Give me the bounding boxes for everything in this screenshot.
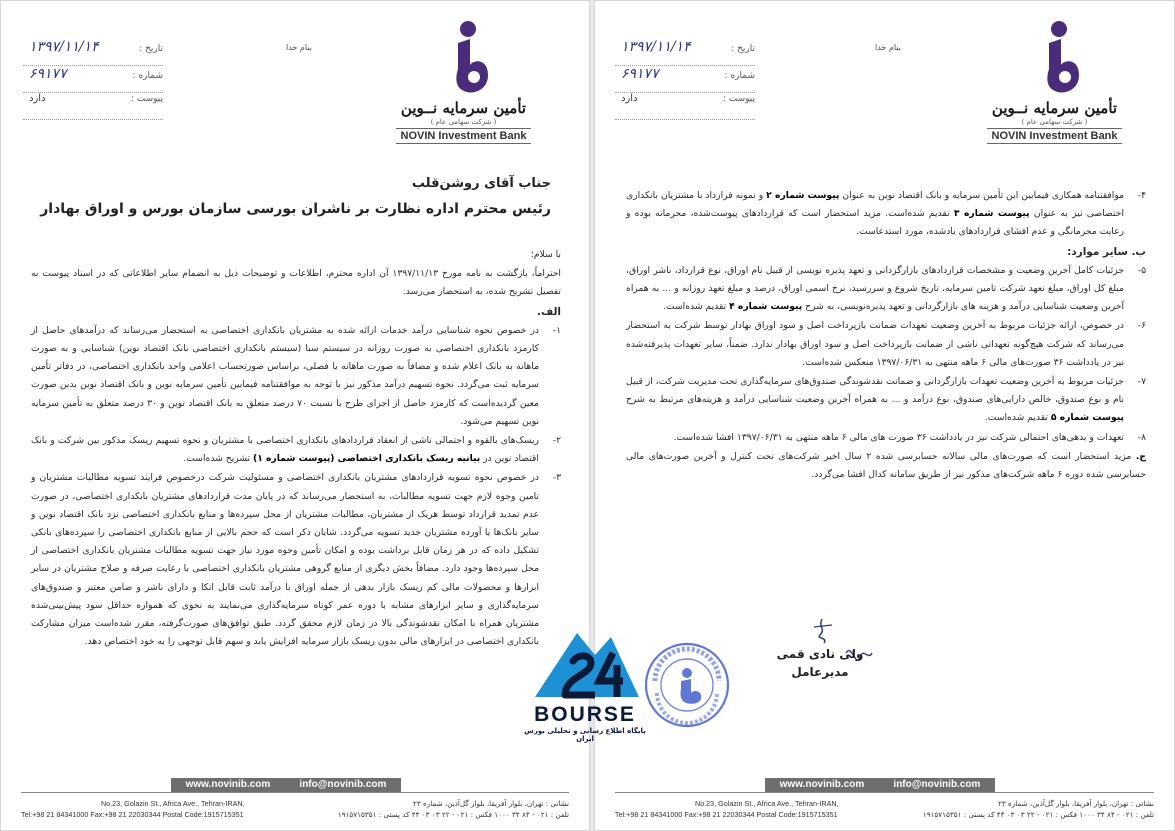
- letter-meta: [615, 39, 755, 120]
- item-text: موافقتنامه همکاری فیمابین این تأمین سرمایه و بانک اقتصاد نوین به عنوان: [842, 190, 1124, 201]
- website-link[interactable]: www.novinib.com: [185, 779, 271, 790]
- footer-address: [21, 798, 569, 820]
- item-number: ۴-: [1137, 190, 1146, 201]
- item-bold-reference: پیوست شماره ۳: [953, 208, 1030, 220]
- letter-meta: [23, 39, 163, 120]
- email-link[interactable]: info@novinib.com: [299, 779, 387, 790]
- item-number: ۳-: [552, 472, 561, 484]
- footer-divider: [615, 792, 1154, 793]
- list-item: [31, 322, 561, 431]
- letter-page-2: [594, 0, 1175, 831]
- section-c-heading: ج.: [1135, 450, 1146, 462]
- addressee: [31, 176, 551, 217]
- bourse-watermark: [515, 625, 655, 743]
- letter-body-1: [31, 246, 561, 652]
- item-text: در خصوص نحوه شناسایی درآمد خدمات ارائه شده به مشتریان بانکداری اختصاصی به استحضار می‌رساند که درآمدهای حاصل از کارمزد بانکداری اختصاصی به صورت روزانه در سیستم سبا (سیستم بانکداری اختصاصی بانک اقتصاد نوین) شناسایی و به صورت ماهانه به بانک اعلام شده و مضافاً به صورت ماهانه یا فصلی، براساس صورتحساب اعلامی واحد بانکداری اختصاصی، در دفاتر تأمین سرمایه ثبت می‌گردد. نحوه تسهیم درآمد مذکور نیز با توجه به موافقتنامه فیمابین تأمین سرمایه نوین و بانک اقتصاد نوین بدین صورت معین گردیده‌است که کارمزد حاصل از اجرای طرح با نسبت ۷۰ درصد متعلق به بانک اقتصاد نوین و ۳۰ درصد متعلق به تأمین سرمایه نوین تسهیم می‌شود.: [31, 324, 539, 427]
- address-fa: نشانی : تهران، بلوار آفریقا، بلوار گل‌آذین، شماره ۲۳: [412, 799, 569, 808]
- item-number: ۲-: [552, 435, 561, 447]
- item-bold-reference: پیوست شماره ۵: [1050, 412, 1124, 424]
- logo-mark-icon: [436, 19, 492, 97]
- item-number: ۷-: [1137, 376, 1146, 388]
- item-text: ریسک‌های بالقوه و احتمالی ناشی از انعقاد قراردادهای بانکداری اختصاصی با مشتریان و نحوه تسهیم ریسک مذکور بین شرکت و بانک اقتصاد نوین در: [31, 435, 539, 465]
- signer-name: ولی نادی قمی: [776, 647, 864, 661]
- bourse-logo-icon: [515, 625, 655, 703]
- list-item: [626, 317, 1146, 372]
- item-text: جزئیات مربوط به آخرین وضعیت تعهدات بازارگردانی و ضمانت نقدشوندگی صندوق‌های سرمایه‌گذاری تحت مدیریت شرکت، از قبیل نام و نوع صندوق، خالص دارایی‌های صندوق، نوع درآمد و ... به همراه آخرین وضعیت شناسایی درآمد و هزینه‌های مرتبط به شرح: [626, 376, 1124, 406]
- section-a-heading: الف.: [536, 305, 561, 318]
- besmellah: بنام خدا: [286, 43, 312, 52]
- greeting: با سلام؛: [530, 249, 561, 260]
- item-bold-reference: پیوست شماره ۲: [766, 190, 840, 201]
- attachment-row: [23, 93, 163, 120]
- attachment-value: دارد: [29, 93, 46, 104]
- number-value: ۶۹۱۷۷: [29, 66, 67, 82]
- attachment-row: [615, 93, 755, 120]
- number-label: شماره :: [132, 71, 163, 81]
- signer-title: مدیرعامل: [791, 665, 849, 679]
- company-logo: [987, 19, 1122, 144]
- list-item: [626, 429, 1146, 447]
- attachment-label: پیوست :: [130, 94, 163, 104]
- besmellah: بنام خدا: [875, 43, 901, 52]
- footer-divider: [21, 792, 569, 793]
- date-label: تاریخ :: [139, 44, 163, 54]
- company-seal-icon: [643, 641, 731, 729]
- item-text: در خصوص نحوه تسویه قراردادهای مشتریان بانکداری اختصاصی و مسئولیت شرکت درخصوص فرایند تسویه مطالبات مشتریان و تامین وجوه لازم جهت تسویه مطالبات، به استحضار می‌رساند که در پایان مدت قراردادهای مشتریان بانکداری اختصاصی، در صورت عدم تمدید قرارداد توسط هریک از مشتریان، مطالبات مشتریان از محل سپرده‌ها و منابع بانکداری اختصاصی نزد بانک اقتصاد نوین و سایر بانک‌ها یا آورده مشتریان جدید تسویه می‌گردد. شایان ذکر است که حجم بالایی از منابع بانکداری اختصاصی را سپرده‌های بانکی تشکیل داده که در هر زمان قابل برداشت بوده و امکان تأمین وجوه مورد نیاز جهت تسویه مطالبات مشتریان بانکداری اختصاصی از محل سپرده‌ها وجود دارد. مضافاً بخش دیگری از منابع گروهی مشتریان بانکداری اختصاصی با رعایت صرفه و صلاح مشتریان در سایر ابزارها و محصولات مالی کم ریسک بازار بدهی از جمله اوراق با درآمد ثابت قابل اتکا و دارای ناشر و ضامن معتبر و صندوق‌های سرمایه‌گذاری و سایر ابزارهای مشابه با دوره عمر کوتاه سرمایه‌گذاری می‌نمایند به نحوی که همواره حداقل سود پیش‌بینی‌شده مشتریان همراه با امکان نقدشوندگی بالا در زمان لازم محقق گردد. طبق توافق‌های صورت‌گرفته، مقرر شده‌است میزان مشارکت بانکداری اختصاصی در ابزارهای مالی بدون ریسک بازار سرمایه افزایش یابد و سهم قابل توجهی را به خود اختصاص دهد.: [31, 472, 539, 648]
- phones-en: Tel:+98 21 84341000 Fax:+98 21 22030344 Postal Code:1915715351: [21, 810, 244, 819]
- signature-block: [760, 613, 880, 679]
- list-item: [626, 373, 1146, 428]
- bourse-subtitle: پایگاه اطلاع رسانی و تحلیلی بورس ایران: [524, 727, 646, 743]
- intro-paragraph: احتراماً، بازگشت به نامه مورخ ۱۳۹۷/۱۱/۱۳ آن اداره محترم، اطلاعات و توضیحات ذیل به انضمام سایر اطلاعاتی که در اسناد پیوست به تفصیل تشریح شده، به استحضار می‌رسد.: [31, 268, 561, 298]
- item-bold-reference: بیانیه ریسک بانکداری اختصاصی (پیوست شماره ۱): [253, 453, 481, 465]
- item-text: در خصوص، ارائه جزئیات مربوط به آخرین وضعیت تعهدات ضمانت بازپرداخت اصل و سود اوراق بهادار توسط شرکت به استحضار می‌رساند که شرکت هیچ‌گونه تعهداتی ناشی از ضمانت بازپرداخت اصل و سود اوراق بهادار ندارد. ضمناً، سایر تعهدات پذیرفته‌شده نیز در یادداشت ۳۶ صورت‌های مالی ۶ ماهه منتهی به ۱۳۹۷/۰۶/۳۱ منعکس شده‌است.: [626, 320, 1124, 368]
- phones-en: Tel:+98 21 84341000 Fax:+98 21 22030344 Postal Code:1915715351: [615, 810, 838, 819]
- company-name-fa: تأمین سرمایه نــوین: [400, 99, 527, 117]
- company-seal: [643, 641, 731, 729]
- item-text: تعهدات و بدهی‌های احتمالی شرکت نیز در یادداشت ۳۶ صورت های مالی ۶ ماهه منتهی به ۱۳۹۷/۰۶/۳۱ افشا شده‌است.: [673, 431, 1124, 443]
- letter-footer: [1, 770, 589, 830]
- address-en: No.23, Golazin St., Africa Ave., Tehran-IRAN,: [101, 799, 245, 808]
- footer-contact-bar: [765, 778, 995, 792]
- logo-mark-icon: [1027, 19, 1083, 97]
- attachment-value: دارد: [621, 93, 638, 104]
- section-c-text: مزید استحضار است که صورت‌های مالی سالانه حسابرسی شده ۲ سال اخیر شرکت‌های تحت کنترل و آخرین صورت‌های مالی حسابرسی شده دوره ۶ ماهه شرکت‌های مذکور نیز از طریق سامانه کدال افشا می‌گردد.: [626, 450, 1146, 481]
- item-number: ۵-: [1137, 264, 1146, 276]
- number-row: [615, 66, 755, 93]
- item-bold-reference: پیوست شماره ۴: [729, 301, 803, 313]
- addressee-name: جناب آقای روشن‌قلب: [411, 176, 551, 191]
- addressee-title: رئیس محترم اداره نظارت بر ناشران بورسی سازمان بورس و اوراق بهادار: [40, 201, 551, 217]
- address-fa: نشانی : تهران، بلوار آفریقا، بلوار گل‌آذین، شماره ۲۳: [997, 799, 1154, 808]
- company-logo: [396, 19, 531, 144]
- item-tail: تقدیم شده‌است.: [663, 301, 727, 313]
- item-text: جزئیات کامل آخرین وضعیت و مشخصات قراردادهای بازارگردانی و تعهد پذیره نویسی از قبیل نام اوراق، نوع قرارداد، ناشر اوراق، مبلغ کل اوراق، مبلغ تعهد شرکت تامین سرمایه، تاریخ شروع و سررسید، نرخ اسمی اوراق، درصد و مبلغ تعهد روزانه و ... به همراه آخرین وضعیت شناسایی درآمد و هزینه های بازارگردانی و تعهد پذیره‌نویسی، به شرح: [626, 264, 1124, 313]
- footer-contact-bar: [171, 778, 401, 792]
- item-tail: تشریح شده‌است.: [183, 453, 251, 465]
- company-type: ( شرکت سهامی عام ): [1021, 118, 1088, 126]
- company-type: ( شرکت سهامی عام ): [430, 118, 497, 126]
- date-row: [23, 39, 163, 66]
- address-en: No.23, Golazin St., Africa Ave., Tehran-IRAN,: [695, 799, 839, 808]
- item-tail: تقدیم شده‌است. مزید استحضار است که قراردادهای پیوست‌شده، محرمانه بوده و رعایت محرمانگی و عدم افشای قراردادهای یادشده، مورد استدعاست.: [626, 208, 1124, 238]
- list-item: [626, 187, 1146, 242]
- item-number: ۸-: [1137, 431, 1146, 443]
- section-c-paragraph: [626, 448, 1146, 484]
- item-number: ۶-: [1137, 320, 1146, 332]
- list-item: [31, 469, 561, 651]
- number-value: ۶۹۱۷۷: [621, 66, 659, 82]
- company-name-fa: تأمین سرمایه نــوین: [991, 99, 1118, 117]
- letter-body-2: [626, 187, 1146, 485]
- signature-scribble-icon: [760, 613, 880, 673]
- item-number: ۱-: [552, 324, 561, 336]
- item-tail: تقدیم شده‌است.: [984, 412, 1048, 424]
- section-b-heading: ب. سایر موارد:: [1067, 245, 1146, 258]
- company-name-en: NOVIN Investment Bank: [987, 128, 1122, 144]
- phones-fa: تلفن : ۰۲۱ - ۸۴ ۳۴ ۱۰۰۰ فکس : ۰۲۱ - ۲۲ ۰۳ ۰۳ ۴۴ کد پستی : ۱۹۱۵۷۱۵۳۵۱: [922, 810, 1154, 819]
- item-text: و نمونه قرارداد با مشتریان بانکداری اختصاصی نیز به عنوان: [626, 190, 1124, 220]
- website-link[interactable]: www.novinib.com: [779, 779, 865, 790]
- list-item: [626, 262, 1146, 317]
- footer-address: [615, 798, 1154, 820]
- letter-footer: [595, 770, 1174, 830]
- attachment-label: پیوست :: [722, 94, 755, 104]
- phones-fa: تلفن : ۰۲۱ - ۸۴ ۳۴ ۱۰۰۰ فکس : ۰۲۱ - ۲۲ ۰۳ ۰۳ ۴۴ کد پستی : ۱۹۱۵۷۱۵۳۵۱: [337, 810, 569, 819]
- list-item: [31, 432, 561, 468]
- company-name-en: NOVIN Investment Bank: [396, 128, 531, 144]
- date-label: تاریخ :: [731, 44, 755, 54]
- date-row: [615, 39, 755, 66]
- number-row: [23, 66, 163, 93]
- date-value: ۱۳۹۷/۱۱/۱۴: [29, 39, 99, 55]
- number-label: شماره :: [724, 71, 755, 81]
- email-link[interactable]: info@novinib.com: [893, 779, 981, 790]
- bourse-brand: BOURSE: [534, 703, 636, 726]
- date-value: ۱۳۹۷/۱۱/۱۴: [621, 39, 691, 55]
